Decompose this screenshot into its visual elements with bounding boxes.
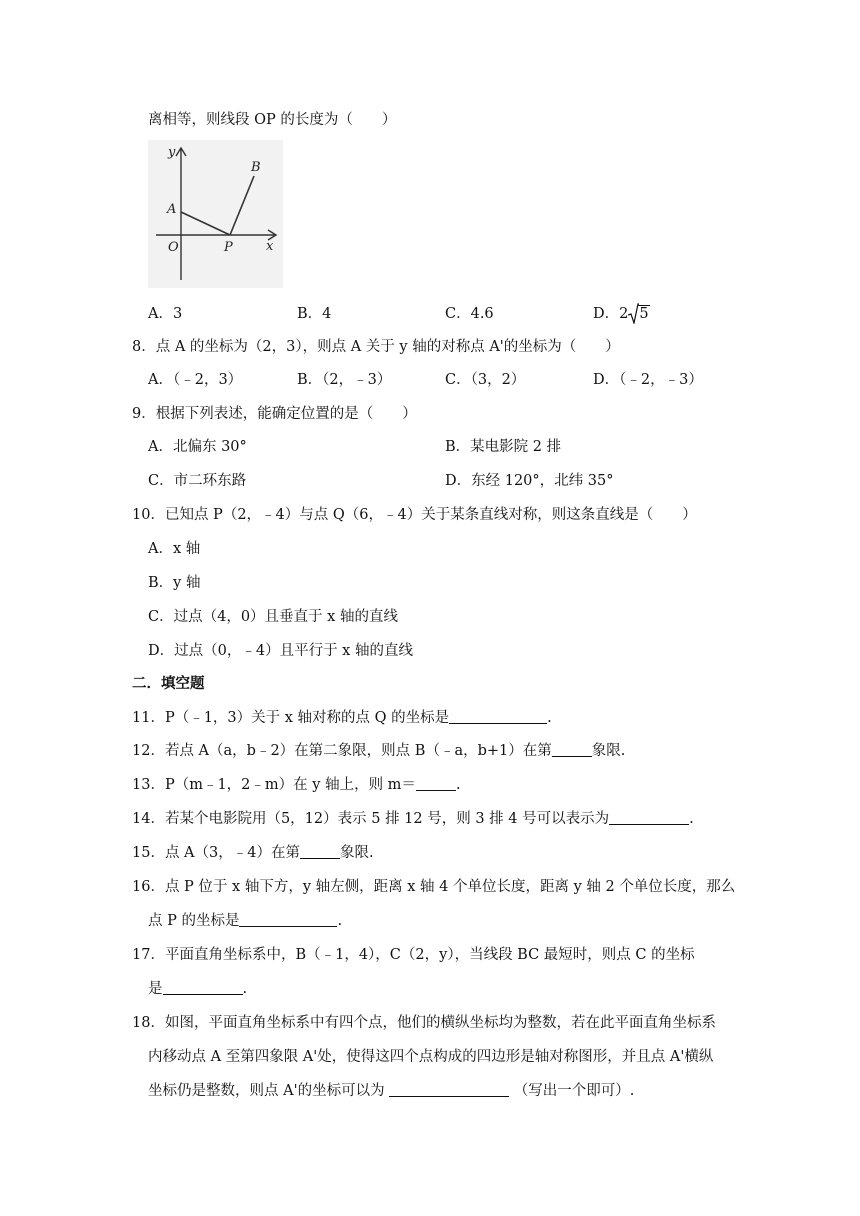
q7-option-b: B．4 <box>297 306 332 322</box>
q7-option-d-prefix: D．2 <box>593 306 629 322</box>
q14-text: 14．若某个电影院用（5，12）表示 5 排 12 号，则 3 排 4 号可以表示为 <box>132 811 610 827</box>
q10-option-d: D．过点（0，﹣4）且平行于 x 轴的直线 <box>148 643 413 659</box>
fig-label-P: P <box>224 240 233 255</box>
q17-end: . <box>242 981 248 997</box>
q12-text: 12．若点 A（a，b﹣2）在第二象限，则点 B（﹣a，b+1）在第 <box>132 743 552 759</box>
q17-line1: 17．平面直角坐标系中，B（﹣1，4），C（2，y），当线段 BC 最短时，则点 C 的坐标 <box>132 947 695 963</box>
q18-line2: 内移动点 A 至第四象限 A'处，使得这四个点构成的四边形是轴对称图形，并且点 A'横纵 <box>148 1049 714 1065</box>
q7-option-d <box>593 304 650 324</box>
q13-text: 13．P（m﹣1，2﹣m）在 y 轴上，则 m＝ <box>132 777 416 793</box>
q9-option-b: B．某电影院 2 排 <box>445 439 562 455</box>
q18-line1: 18．如图，平面直角坐标系中有四个点，他们的横纵坐标均为整数，若在此平面直角坐标系 <box>132 1015 716 1031</box>
q8-option-b: B．（2，﹣3） <box>297 372 392 388</box>
q11 <box>132 708 552 728</box>
q16-end: . <box>337 913 343 929</box>
q16-line2 <box>148 911 342 931</box>
q7-figure <box>148 140 283 288</box>
sqrt-symbol <box>628 304 649 324</box>
q7-option-c: C．4.6 <box>445 306 494 322</box>
q8-option-c: C．（3，2） <box>445 372 526 388</box>
fig-label-x: x <box>266 239 274 254</box>
q8-option-a: A．（﹣2，3） <box>148 372 243 388</box>
fig-label-y: y <box>168 145 176 160</box>
q16-text: 点 P 的坐标是 <box>148 913 240 929</box>
q9-option-c: C．市二环东路 <box>148 473 247 489</box>
q13-end: . <box>455 777 461 793</box>
q16-answer-blank <box>239 911 337 927</box>
q12-answer-blank <box>552 741 592 757</box>
q10-option-b: B．y 轴 <box>148 575 201 591</box>
q14-end: . <box>689 811 694 827</box>
q17-answer-blank <box>163 979 243 995</box>
q11-answer-blank <box>449 708 547 724</box>
q11-text: 11．P（﹣1，3）关于 x 轴对称的点 Q 的坐标是 <box>132 710 450 726</box>
q18-line3 <box>148 1081 634 1101</box>
q9-stem: 9．根据下列表述，能确定位置的是（ ） <box>132 406 417 422</box>
q7-stem: 离相等，则线段 OP 的长度为（ ） <box>148 112 397 128</box>
q17-text: 是 <box>148 981 163 997</box>
q15-end: 象限. <box>339 845 374 861</box>
q18-answer-blank <box>389 1081 509 1097</box>
q10-stem: 10．已知点 P（2，﹣4）与点 Q（6，﹣4）关于某条直线对称，则这条直线是（ ） <box>132 507 697 523</box>
q8-stem: 8．点 A 的坐标为（2，3），则点 A 关于 y 轴的对称点 A'的坐标为（ ） <box>132 339 620 355</box>
q13-answer-blank <box>416 775 456 791</box>
fig-label-B: B <box>251 160 261 175</box>
fig-label-O: O <box>168 240 179 255</box>
q11-end: . <box>547 710 552 726</box>
section-title-fill-blank: 二．填空题 <box>132 675 205 692</box>
q8-option-d: D．（﹣2，﹣3） <box>593 372 703 388</box>
q17-line2 <box>148 979 247 999</box>
q15-answer-blank <box>300 843 340 859</box>
q9-option-d: D．东经 120°，北纬 35° <box>445 473 614 489</box>
q14 <box>132 809 694 829</box>
q13 <box>132 775 461 795</box>
q7-option-d-radicand: 5 <box>639 306 649 322</box>
q16-line1: 16．点 P 位于 x 轴下方，y 轴左侧，距离 x 轴 4 个单位长度，距离 y 轴 2 个单位长度，那么 <box>132 879 736 895</box>
q10-option-a: A．x 轴 <box>148 541 201 557</box>
q15-text: 15．点 A（3，﹣4）在第 <box>132 845 300 861</box>
q12 <box>132 741 625 761</box>
q7-option-a: A．3 <box>148 306 183 322</box>
q12-end: 象限. <box>591 743 626 759</box>
q15 <box>132 843 374 863</box>
q9-option-a: A．北偏东 30° <box>148 439 247 455</box>
q18-end: （写出一个即可）. <box>513 1083 635 1099</box>
fig-label-A: A <box>167 202 177 217</box>
q14-answer-blank <box>609 809 689 825</box>
q10-option-c: C．过点（4，0）且垂直于 x 轴的直线 <box>148 609 398 625</box>
q18-text: 坐标仍是整数，则点 A'的坐标可以为 <box>148 1083 385 1099</box>
